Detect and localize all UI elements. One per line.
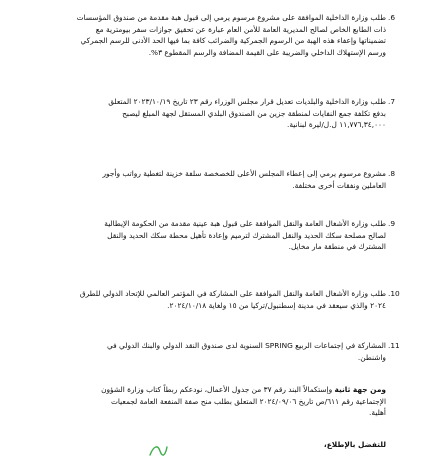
second-part-paragraph xyxy=(30,384,386,419)
item-number: .7 xyxy=(388,97,396,106)
item-text-line: واشنطن. xyxy=(357,352,386,362)
item-text-line: المشاركة في إجتماعات الربيع SPRING السنوية لدى صندوق النقد الدولي والبنك الدولي في xyxy=(107,341,386,350)
signature-mark-icon xyxy=(148,441,168,459)
paragraph-line xyxy=(30,384,386,396)
item-text-line: طلب وزارة الداخلية الموافقة على مشروع مرسوم يرمي إلى قبول هبة مقدمة من صندوق المؤسسات xyxy=(76,13,386,22)
agenda-item-10 xyxy=(30,288,400,311)
item-number: .11 xyxy=(388,341,400,350)
item-number: .9 xyxy=(388,219,396,228)
paragraph-line: الإجتماعية رقم ٦١١/ص تاريخ ٢٠٢٤/٠٩/٠٦ المتعلق بطلب منح صفة المنفعة العامة لجمعيات xyxy=(110,396,386,406)
item-number: .6 xyxy=(388,13,396,22)
item-text-line: العاملين ونفقات أخرى مختلفة. xyxy=(292,180,386,190)
item-text-line: طلب وزارة الأشغال العامة والنقل الموافقة على المشاركة في المؤتمر العالمي للإتحاد الدولي للطرق xyxy=(79,289,386,298)
item-text-line: طلب وزارة الداخلية والبلديات تعديل قرار مجلس الوزراء رقم ٢٣ تاريخ ٢٠٢٣/١٠/١٩ المتعلق xyxy=(108,97,386,106)
item-text-line: تضميناتها وإعفاء هذه الهبة من الرسوم الجمركية والضرائب كافة بما فيها الحد الأدنى للرسم الجمركي xyxy=(80,36,386,46)
item-text-line: ورسم الإستهلاك الداخلي والضريبة على القيمة المضافة والرسم المقطوع ٣%. xyxy=(148,47,386,57)
item-text-line: بدفع تكلفة جمع النفايات لمنطقة جزين من الصندوق البلدي المستقل لجهة المبلغ ليصبح xyxy=(122,108,386,118)
agenda-item-7 xyxy=(30,96,396,131)
agenda-item-6 xyxy=(30,12,396,58)
agenda-item-11 xyxy=(30,340,400,363)
item-text-line: ذات الطابع الخاص لصالح المديرية العامة للأمن العام عبارة عن تحقيق جوازات سفر بيومترية مع xyxy=(95,24,386,34)
item-text-line: ١١,٧٧٦,٣٤,٠٠٠ ل.ل/ليرة لبنانية. xyxy=(286,120,386,130)
item-number: .8 xyxy=(388,169,396,178)
agenda-item-8 xyxy=(30,168,396,191)
item-text-line: طلب وزارة الأشغال العامة والنقل الموافقة على قبول هبة عينية مقدمة من الحكومة الإيطالية xyxy=(104,219,386,228)
paragraph-text: وإستكمالاً البند رقم ٣٧ من جدول الأعمال، نودعكم ربطاً كتاب وزارة الشؤون xyxy=(101,385,333,394)
paragraph-line: أهلية. xyxy=(369,408,386,418)
lead-phrase: ومن جهة ثانية xyxy=(334,385,386,394)
item-text-line: ٢٠٢٤ والذي سيعقد في مدينة إسطنبول/تركيا من ١٥ ولغاية ٢٠٢٤/١٠/١٨. xyxy=(167,300,386,310)
item-text-line: لصالح مصلحة سكك الحديد والنقل المشترك لترميم وإعادة تأهيل محطة سكك الحديد والنقل xyxy=(107,230,386,240)
item-number: .10 xyxy=(388,289,400,298)
item-text-line: المشترك في منطقة مار مخايل. xyxy=(288,242,386,252)
agenda-item-9 xyxy=(30,218,396,253)
closing-line: للتفضل بالإطلاع، xyxy=(323,440,386,449)
item-text-line: مشروع مرسوم يرمي إلى إعطاء المجلس الأعلى للخصخصة سلفة خزينة لتغطية رواتب وأجور xyxy=(102,169,386,178)
